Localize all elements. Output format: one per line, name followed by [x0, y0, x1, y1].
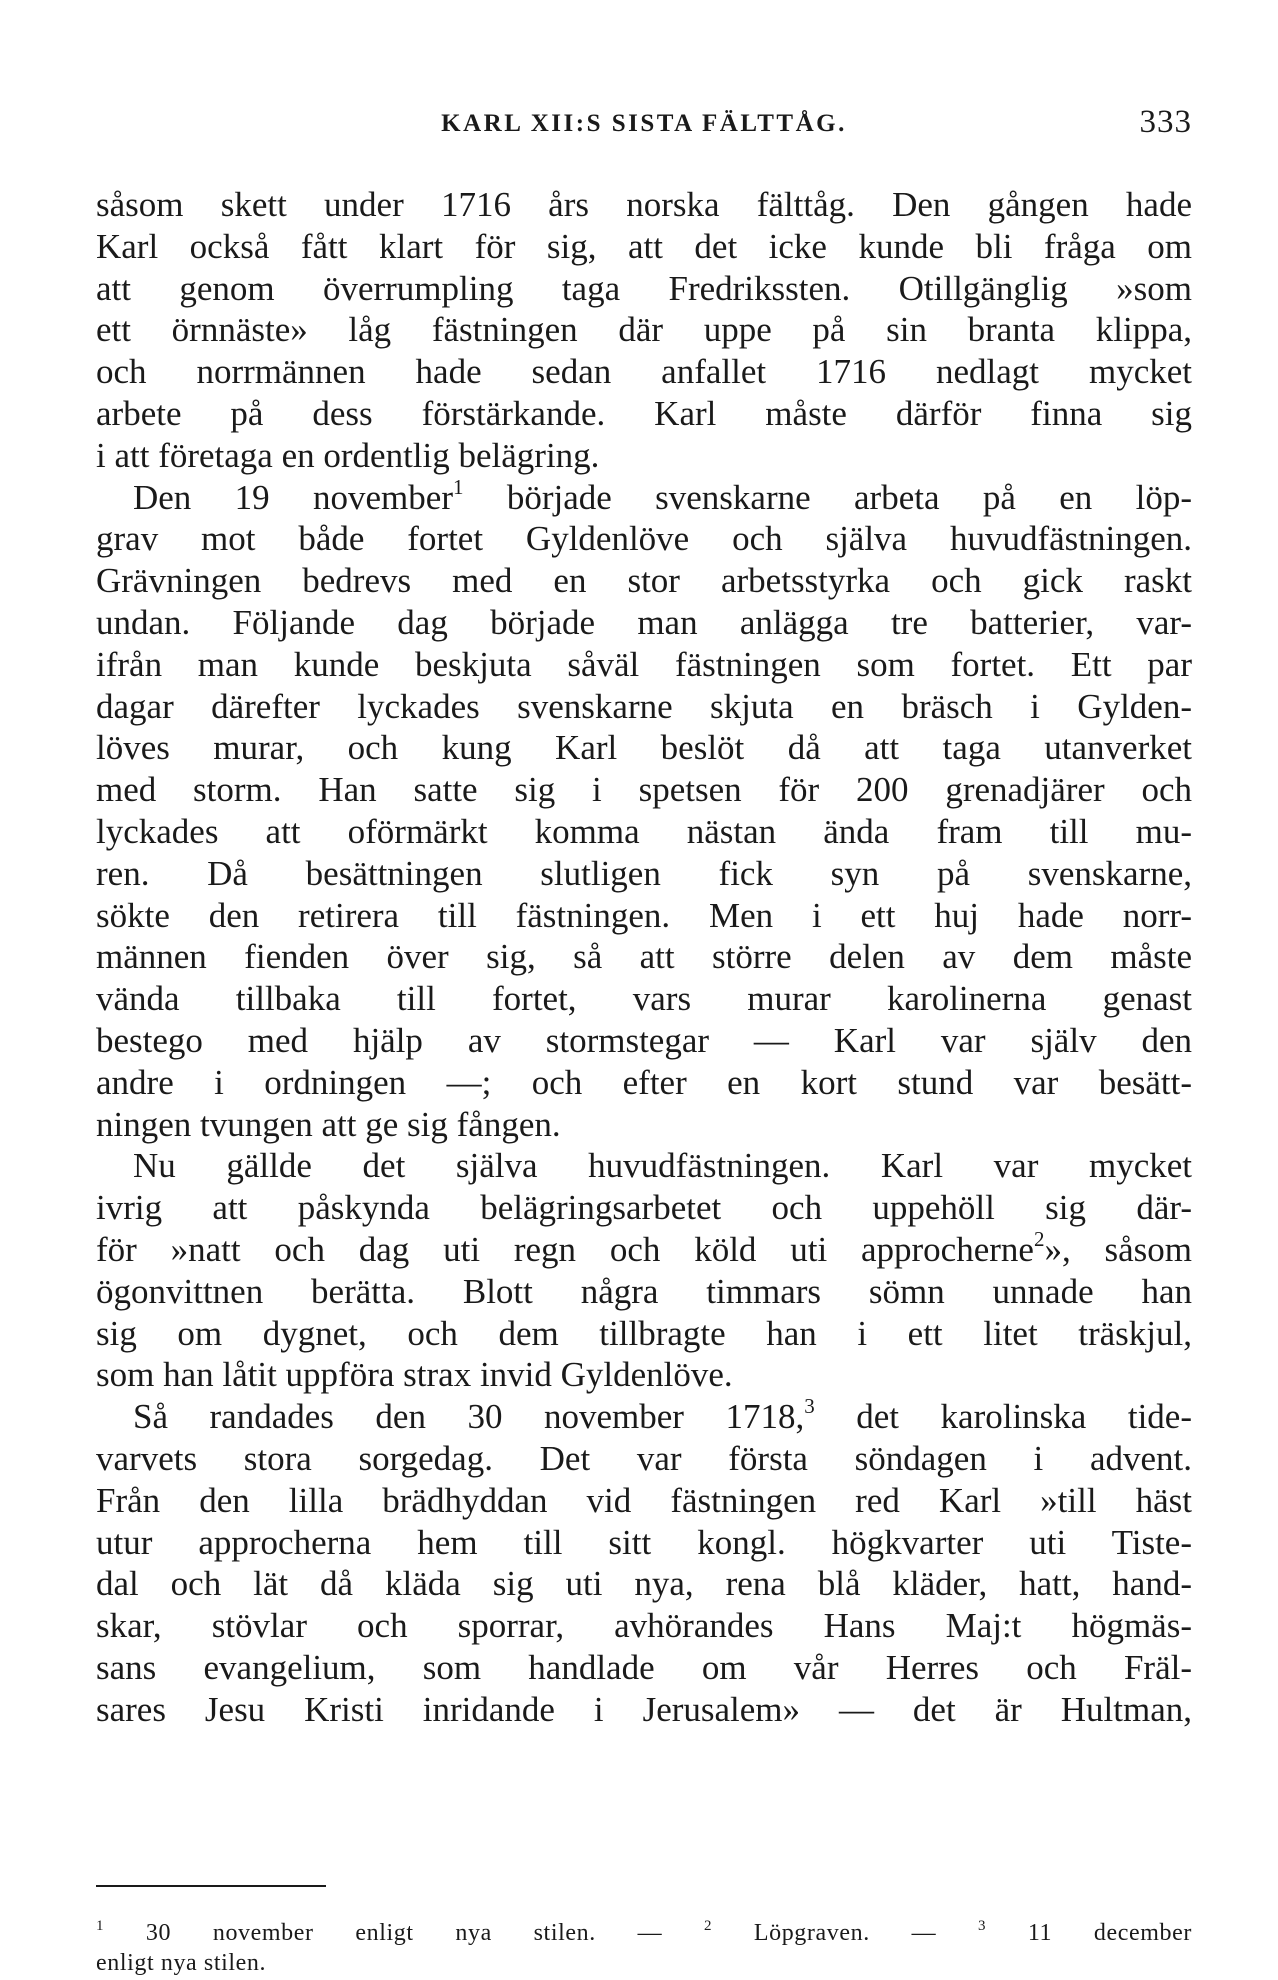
text-line: i att företaga en ordentlig belägring.	[96, 435, 600, 475]
running-title: KARL XII:S SISTA FÄLTTÅG.	[441, 110, 847, 137]
footnote-divider	[96, 1885, 326, 1887]
text-line	[96, 474, 1192, 519]
text-line: sig om dygnet, och dem tillbragte han i ett litet träskjul,	[96, 1313, 1192, 1353]
text-line: sökte den retirera till fästningen. Men i ett huj hade norr-	[96, 895, 1192, 935]
text-line: varvets stora sorgedag. Det var första söndagen i advent.	[96, 1438, 1192, 1478]
footnote-text: Löpgraven. —	[712, 1920, 937, 1946]
footnote-line: enligt nya stilen.	[96, 1950, 267, 1976]
footnote-text: 30 november enligt nya stilen. —	[104, 1920, 663, 1946]
text-line: bestego med hjälp av stormstegar — Karl var själv den	[96, 1020, 1192, 1060]
text-line: undan. Följande dag började man anlägga tre batterier, var-	[96, 602, 1192, 642]
text-line: sares Jesu Kristi inridande i Jerusalem» — det är Hultman,	[96, 1689, 1192, 1729]
text-line: grav mot både fortet Gyldenlöve och själva huvudfästningen.	[96, 519, 1192, 559]
text-line: ögonvittnen berätta. Blott några timmars sömn unnade han	[96, 1271, 1192, 1311]
text-line: Från den lilla brädhyddan vid fästningen red Karl »till häst	[96, 1480, 1192, 1520]
text-line: lyckades att oförmärkt komma nästan ända fram till mu-	[96, 811, 1192, 851]
footnotes	[96, 1918, 1192, 1978]
text-line: Grävningen bedrevs med en stor arbetsstyrka och gick raskt	[96, 561, 1192, 601]
footnote-ref: 1	[452, 474, 464, 499]
footnote-mark: 3	[977, 1918, 987, 1934]
text-line: Karl också fått klart för sig, att det icke kunde bli fråga om	[96, 226, 1192, 266]
text-line: ifrån man kunde beskjuta såväl fästningen som fortet. Ett par	[96, 644, 1192, 684]
text-line: vända tillbaka till fortet, vars murar karolinerna genast	[96, 979, 1192, 1019]
footnote-text: 11 december	[986, 1920, 1192, 1946]
paragraph-4	[96, 1396, 1192, 1730]
footnote-entry	[704, 1920, 936, 1946]
text-line: löves murar, och kung Karl beslöt då att taga utanverket	[96, 728, 1192, 768]
paragraph-2	[96, 474, 1192, 1146]
text-line: ren. Då besättningen slutligen fick syn på svenskarne,	[96, 853, 1192, 893]
footnote-entry	[978, 1920, 1192, 1946]
footnote-line	[96, 1918, 1192, 1948]
body-text	[96, 184, 1192, 1730]
text-run: Så randades den 30 november 1718,	[133, 1397, 805, 1437]
text-line: dal och lät då kläda sig uti nya, rena blå kläder, hatt, hand-	[96, 1564, 1192, 1604]
text-line: såsom skett under 1716 års norska fälttåg. Den gången hade	[96, 185, 1192, 224]
text-line: skar, stövlar och sporrar, avhörandes Hans Maj:t högmäs-	[96, 1606, 1192, 1646]
running-head	[96, 104, 1192, 144]
text-line: Nu gällde det själva huvudfästningen. Karl var mycket	[133, 1146, 1192, 1186]
text-line: arbete på dess förstärkande. Karl måste därför finna sig	[96, 393, 1192, 433]
text-line: utur approcherna hem till sitt kongl. högkvarter uti Tiste-	[96, 1522, 1192, 1562]
text-run: det karolinska tide-	[814, 1397, 1192, 1437]
text-line	[96, 1226, 1192, 1271]
paragraph-1	[96, 184, 1192, 477]
text-line: ett örnnäste» låg fästningen där uppe på sin branta klippa,	[96, 310, 1192, 350]
footnote-mark: 2	[703, 1918, 713, 1934]
footnote-ref: 3	[804, 1394, 815, 1419]
footnote-mark: 1	[96, 1918, 105, 1934]
text-run: Den 19 november	[133, 477, 453, 517]
text-run: började svenskarne arbeta på en löp-	[463, 477, 1192, 517]
text-line: ningen tvungen att ge sig fången.	[96, 1104, 561, 1144]
footnote-ref: 2	[1033, 1226, 1045, 1251]
paragraph-3	[96, 1145, 1192, 1396]
text-line: sans evangelium, som handlade om vår Herres och Fräl-	[96, 1647, 1192, 1687]
text-line: andre i ordningen —; och efter en kort stund var besätt-	[96, 1062, 1192, 1102]
text-line	[96, 1396, 1192, 1438]
text-run: », såsom	[1044, 1229, 1192, 1269]
page-number: 333	[1139, 104, 1192, 140]
text-run: för »natt och dag uti regn och köld uti approcherne	[96, 1229, 1034, 1269]
footnote-entry	[96, 1920, 662, 1946]
text-line: som han låtit uppföra strax invid Gyldenlöve.	[96, 1355, 733, 1395]
text-line: männen fienden över sig, så att större delen av dem måste	[96, 937, 1192, 977]
text-line: att genom överrumpling taga Fredrikssten. Otillgänglig »som	[96, 268, 1192, 308]
text-line: och norrmännen hade sedan anfallet 1716 nedlagt mycket	[96, 352, 1192, 392]
text-line: dagar därefter lyckades svenskarne skjuta en bräsch i Gylden-	[96, 686, 1192, 726]
text-line: ivrig att påskynda belägringsarbetet och uppehöll sig där-	[96, 1188, 1192, 1228]
text-line: med storm. Han satte sig i spetsen för 200 grenadjärer och	[96, 770, 1192, 810]
